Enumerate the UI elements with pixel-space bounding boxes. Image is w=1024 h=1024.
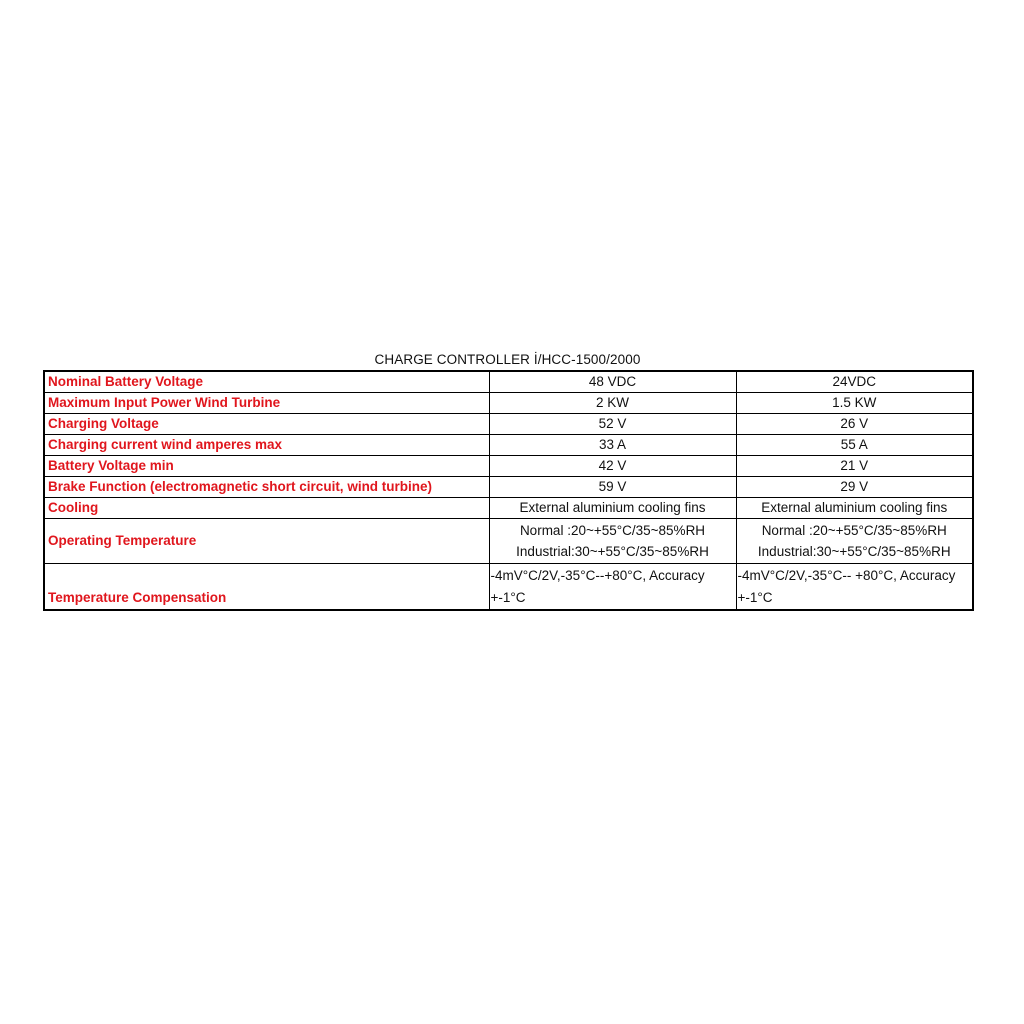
row-label: Brake Function (electromagnetic short circuit, wind turbine) [44,477,489,498]
row-label: Cooling [44,498,489,519]
row-label: Nominal Battery Voltage [44,371,489,393]
value-48v-model: 48 VDC [489,371,736,393]
value-24v-model: 55 A [736,435,973,456]
value-48v-model: -4mV°C/2V,-35°C--+80°C, Accuracy +-1°C [489,564,736,611]
table-row [44,498,973,519]
value-line: Normal :20~+55°C/35~85%RH [761,523,947,538]
value-24v-model [736,519,973,564]
value-24v-model: 21 V [736,456,973,477]
row-label: Operating Temperature [44,519,489,564]
value-48v-model: External aluminium cooling fins [489,498,736,519]
value-48v-model: 52 V [489,414,736,435]
row-label: Charging current wind amperes max [44,435,489,456]
value-48v-model [489,519,736,564]
value-24v-model: 26 V [736,414,973,435]
value-48v-model: 2 KW [489,393,736,414]
value-48v-model: 42 V [489,456,736,477]
spec-table [43,370,974,611]
value-48v-model: 59 V [489,477,736,498]
table-row [44,564,973,611]
value-line: Industrial:30~+55°C/35~85%RH [516,544,709,559]
table-row [44,477,973,498]
table-row [44,414,973,435]
row-label: Maximum Input Power Wind Turbine [44,393,489,414]
table-row [44,371,973,393]
row-label: Battery Voltage min [44,456,489,477]
table-row [44,456,973,477]
row-label: Temperature Compensation [44,564,489,611]
value-24v-model: 1.5 KW [736,393,973,414]
table-row [44,393,973,414]
value-48v-model: 33 A [489,435,736,456]
value-24v-model: -4mV°C/2V,-35°C-- +80°C, Accuracy +-1°C [736,564,973,611]
table-row [44,435,973,456]
row-label: Charging Voltage [44,414,489,435]
value-line: Industrial:30~+55°C/35~85%RH [757,544,951,559]
value-line: Normal :20~+55°C/35~85%RH [519,523,706,538]
value-24v-model: 29 V [736,477,973,498]
value-24v-model: External aluminium cooling fins [736,498,973,519]
table-row [44,519,973,564]
document-title: CHARGE CONTROLLER İ/HCC-1500/2000 [374,352,641,367]
value-24v-model: 24VDC [736,371,973,393]
